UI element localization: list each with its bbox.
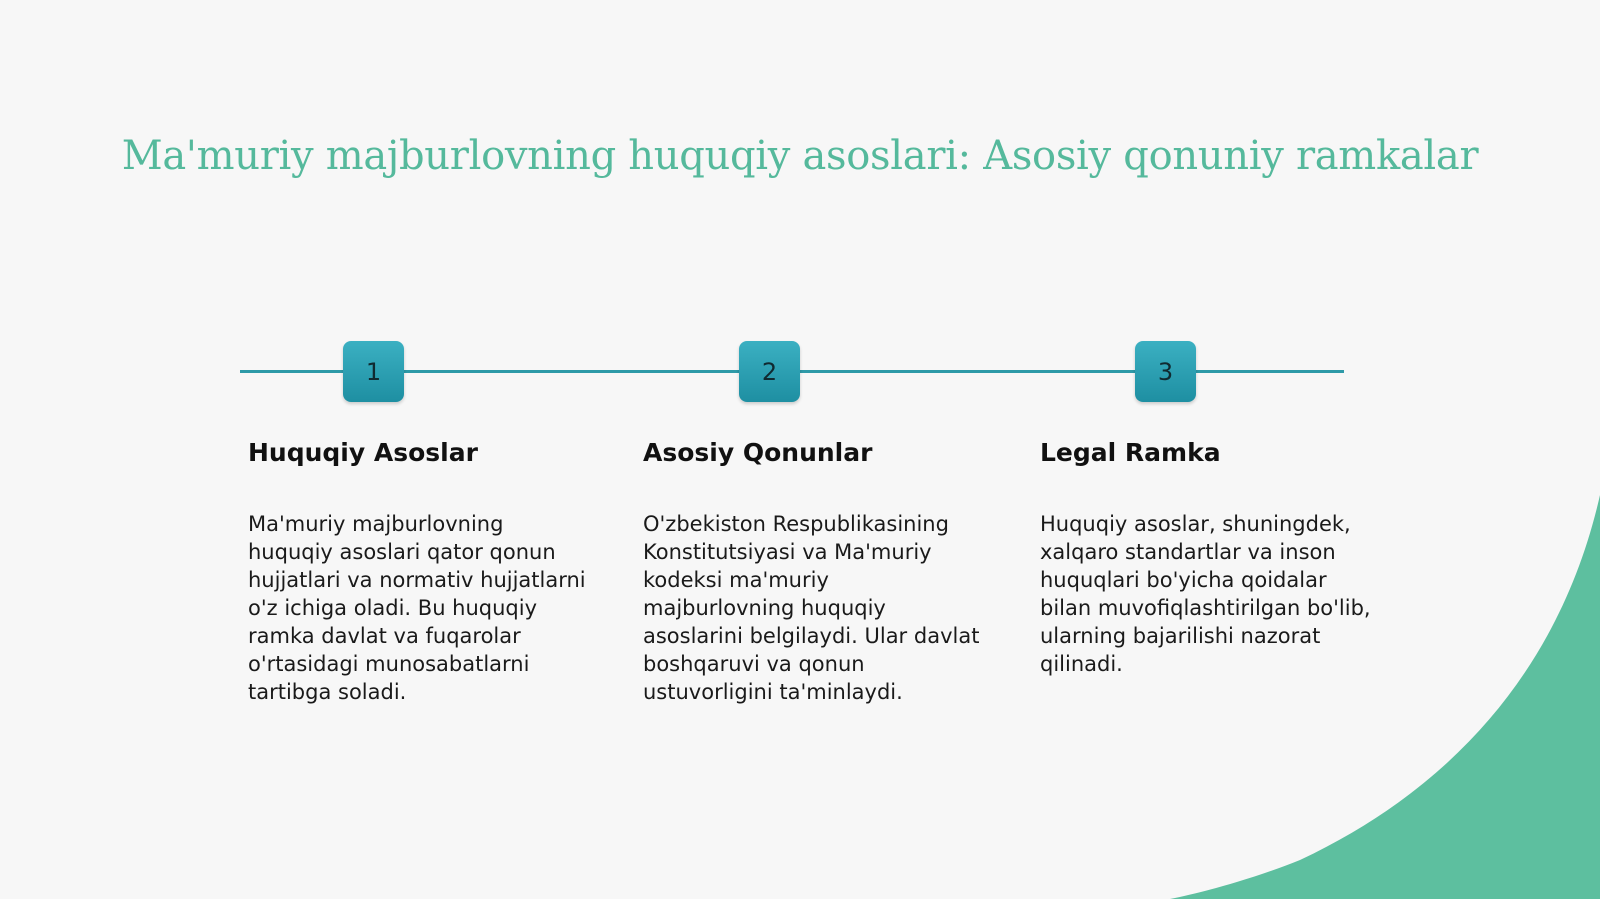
step-2-description: O'zbekiston Respublikasining Konstitutsiyasi va Ma'muriy kodeksi ma'muriy majburlovning huquqiy asoslarini belgilaydi. Ular davlat boshqaruvi va qonun ustuvorligini ta'minlaydi. xyxy=(643,512,980,704)
step-3-badge: 3 xyxy=(1135,341,1196,402)
step-1-badge: 1 xyxy=(343,341,404,402)
step-3-heading: Legal Ramka xyxy=(1040,438,1221,467)
step-2-heading: Asosiy Qonunlar xyxy=(643,438,873,467)
step-1-description: Ma'muriy majburlovning huquqiy asoslari qator qonun hujjatlari va normativ hujjatlarni o'z ichiga oladi. Bu huquqiy ramka davlat va fuqarolar o'rtasidagi munosabatlarni tartibga soladi. xyxy=(248,512,586,704)
step-1-heading: Huquqiy Asoslar xyxy=(248,438,478,467)
step-2-badge: 2 xyxy=(739,341,800,402)
slide-title: Ma'muriy majburlovning huquqiy asoslari: Asosiy qonuniy ramkalar xyxy=(121,133,1479,179)
step-3-description: Huquqiy asoslar, shuningdek, xalqaro standartlar va inson huquqlari bo'yicha qoidalar bilan muvofiqlashtirilgan bo'lib, ularning bajarilishi nazorat qilinadi. xyxy=(1040,512,1371,676)
